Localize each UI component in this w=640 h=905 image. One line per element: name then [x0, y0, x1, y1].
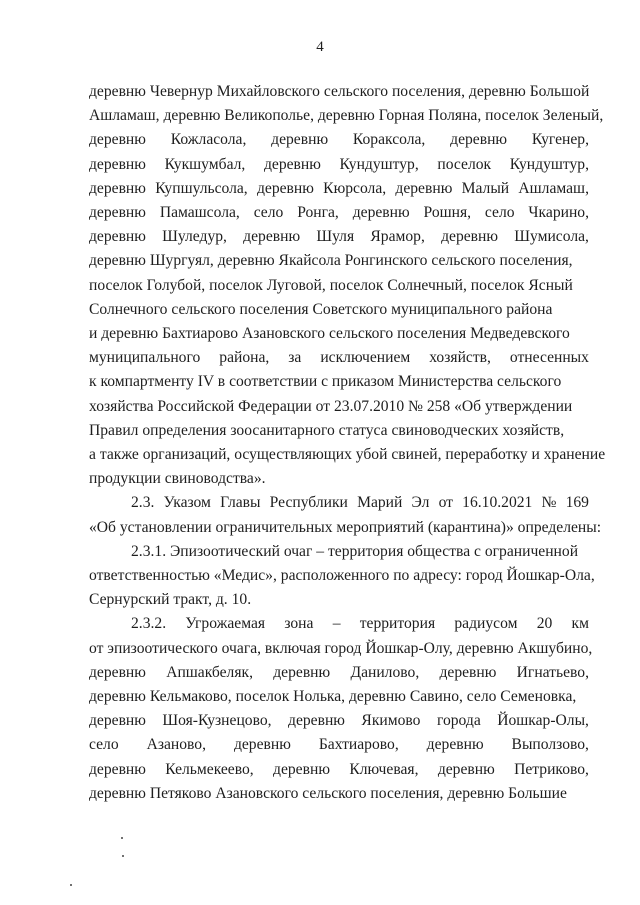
text-line [131, 612, 589, 636]
text-segment: деревню [352, 204, 410, 221]
text-segment: территория [359, 615, 436, 633]
text-segment: Чкарино, [528, 204, 589, 221]
text-line [89, 637, 593, 661]
text-line [89, 104, 604, 128]
text-segment: Петриково, [514, 760, 589, 778]
text-segment: и деревню Бахтиарово Азановского сельского поселения Медведевского [89, 325, 570, 342]
text-segment: Выползово, [511, 736, 589, 754]
text-segment: 2.3. [131, 494, 155, 512]
text-segment: деревню [89, 131, 146, 149]
text-segment: деревню [439, 663, 497, 681]
text-line [131, 540, 589, 564]
text-segment: Ронга, [297, 204, 339, 221]
text-line [89, 588, 589, 612]
text-segment: деревню [89, 663, 146, 681]
text-segment: Главы [220, 494, 261, 512]
text-segment: от эпизоотического очага, включая город Йошкар-Олу, деревню Акшубино, [89, 639, 593, 657]
text-segment: Шоя-Кузнецово, [162, 712, 272, 730]
text-segment: Ключевая, [349, 760, 419, 778]
text-segment: Ярамор, [370, 228, 425, 246]
text-segment: деревню [395, 179, 453, 197]
text-segment: деревню [273, 663, 331, 681]
scan-speck [121, 837, 123, 839]
text-segment: деревню [441, 228, 499, 246]
text-segment: муниципального [89, 349, 201, 367]
text-line [89, 298, 589, 322]
text-segment: Кельмекеево, [165, 760, 254, 778]
text-segment: Азаново, [146, 736, 206, 754]
text-segment: деревню [437, 760, 495, 778]
text-segment: поселок Голубой, поселок Луговой, поселок Солнечный, поселок Ясный [89, 276, 573, 294]
text-line [89, 153, 589, 177]
text-segment: ответственностью «Медис», расположенного по адресу: город Йошкар-Ола, [89, 567, 595, 584]
text-segment: 169 [565, 494, 589, 512]
text-line [89, 709, 589, 733]
text-segment: деревню Петяково Азановского сельского поселения, деревню Большие [89, 784, 567, 802]
text-segment: Игнатьево, [516, 663, 589, 681]
text-segment: деревню [273, 760, 330, 778]
text-segment: км [571, 615, 589, 633]
text-segment: деревню [243, 228, 301, 246]
text-segment: Шуля [316, 228, 355, 246]
text-segment: района, [219, 349, 270, 367]
text-line [89, 274, 589, 298]
text-segment: Кундуштур, [509, 155, 589, 173]
text-segment: Кожласола, [170, 131, 247, 149]
text-segment: к компартменту IV в соответствии с приказом Министерства сельского [89, 373, 562, 391]
text-segment: деревню [89, 204, 146, 221]
text-line [89, 370, 589, 394]
text-line [89, 516, 602, 540]
text-line [89, 177, 589, 201]
text-segment: продукции свиноводства». [89, 470, 266, 488]
text-line [89, 128, 589, 152]
text-line [89, 419, 589, 443]
text-segment: Якимово [361, 712, 421, 730]
text-segment: Малый [461, 179, 510, 197]
text-segment: Республики [269, 494, 348, 512]
text-line [89, 564, 595, 588]
text-segment: хозяйства Российской Федерации от 23.07.2010 № 258 «Об утверждении [89, 397, 573, 415]
text-segment: поселок [437, 155, 492, 173]
text-segment: деревню [288, 712, 345, 730]
text-line [89, 346, 589, 370]
text-line [89, 225, 589, 249]
text-segment: Кундуштур, [339, 155, 419, 173]
text-segment: деревню [89, 179, 146, 197]
text-segment: село [253, 204, 284, 221]
text-segment: Рошня, [423, 204, 472, 221]
text-segment: а также организаций, осуществляющих убой свиней, переработку и хранение [89, 446, 606, 463]
text-segment: деревню Кельмаково, поселок Нолька, деревню Савино, село Семеновка, [89, 688, 577, 705]
text-segment: Марий [357, 494, 403, 512]
text-segment: деревню [263, 155, 321, 173]
text-line [89, 467, 589, 491]
text-line [131, 491, 589, 515]
text-segment: Правил определения зоосанитарного статуса свиноводческих хозяйств, [89, 421, 565, 439]
text-segment: хозяйств, [429, 349, 491, 367]
text-segment: Шуледур, [162, 228, 227, 246]
text-line [89, 685, 589, 709]
text-segment: Памашсола, [159, 204, 240, 221]
text-segment: село [484, 204, 515, 221]
text-line [89, 201, 589, 225]
text-line [89, 249, 589, 273]
text-segment: деревню [426, 736, 484, 754]
text-segment: Кукшумбал, [164, 155, 246, 173]
text-segment: Апшакбеляк, [166, 663, 253, 681]
text-segment: Йошкар-Олы, [497, 712, 589, 730]
text-segment: деревню [89, 228, 146, 246]
text-line [89, 733, 589, 757]
text-segment: исключением [320, 349, 411, 367]
text-segment: Купшульсола, [155, 179, 248, 197]
text-segment: отнесенных [509, 349, 589, 367]
text-segment: Угрожаемая [185, 615, 266, 633]
text-segment: Данилово, [350, 663, 420, 681]
text-segment: Кугенер, [531, 131, 589, 149]
text-segment: деревню [89, 712, 146, 730]
text-segment: Эл [411, 494, 430, 512]
text-segment: Сернурский тракт, д. 10. [89, 591, 252, 609]
text-segment: деревню Шургуял, деревню Якайсола Ронгинского сельского поселения, [89, 252, 573, 270]
text-segment: Кюрсола, [323, 179, 387, 197]
text-segment: № [541, 494, 557, 512]
text-segment: радиусом [454, 615, 518, 633]
text-line [89, 443, 606, 467]
text-segment: 2.3.2. [131, 615, 167, 633]
text-segment: село [89, 736, 119, 754]
page-number: 4 [316, 39, 324, 55]
text-segment: города [436, 712, 481, 730]
scan-speck [122, 855, 124, 857]
text-segment: деревню [89, 760, 146, 778]
text-segment: «Об установлении ограничительных мероприятий (карантина)» определены: [89, 518, 602, 536]
text-segment: за [288, 349, 302, 367]
text-segment: Солнечного сельского поселения Советского муниципального района [89, 300, 553, 318]
text-segment: Кораксола, [352, 131, 426, 149]
text-segment: деревню [271, 131, 329, 149]
text-line [89, 322, 589, 346]
text-segment: 20 [536, 615, 553, 633]
text-line [89, 80, 589, 104]
text-segment: зона [284, 615, 314, 633]
text-segment: 16.10.2021 [462, 494, 533, 512]
text-segment: деревню [89, 155, 146, 173]
text-line [89, 758, 589, 782]
text-segment: Указом [163, 494, 211, 512]
scan-speck [70, 884, 72, 886]
text-segment: деревню [450, 131, 508, 149]
text-segment: Шумисола, [514, 228, 589, 246]
text-segment: – [332, 615, 341, 633]
text-line [89, 395, 589, 419]
text-segment: Ашламаш, деревню Великополье, деревню Горная Поляна, поселок Зеленый, [89, 107, 604, 125]
text-segment: деревню [233, 736, 291, 754]
text-segment: 2.3.1. Эпизоотический очаг – территория общества с ограниченной [131, 542, 579, 560]
text-line [89, 782, 589, 806]
text-segment: деревню Чевернур Михайловского сельского поселения, деревню Большой [89, 83, 590, 100]
text-line [89, 661, 589, 685]
text-segment: Ашламаш, [518, 179, 589, 197]
text-segment: от [438, 494, 453, 512]
text-segment: деревню [256, 179, 314, 197]
text-segment: Бахтиарово, [318, 736, 399, 754]
